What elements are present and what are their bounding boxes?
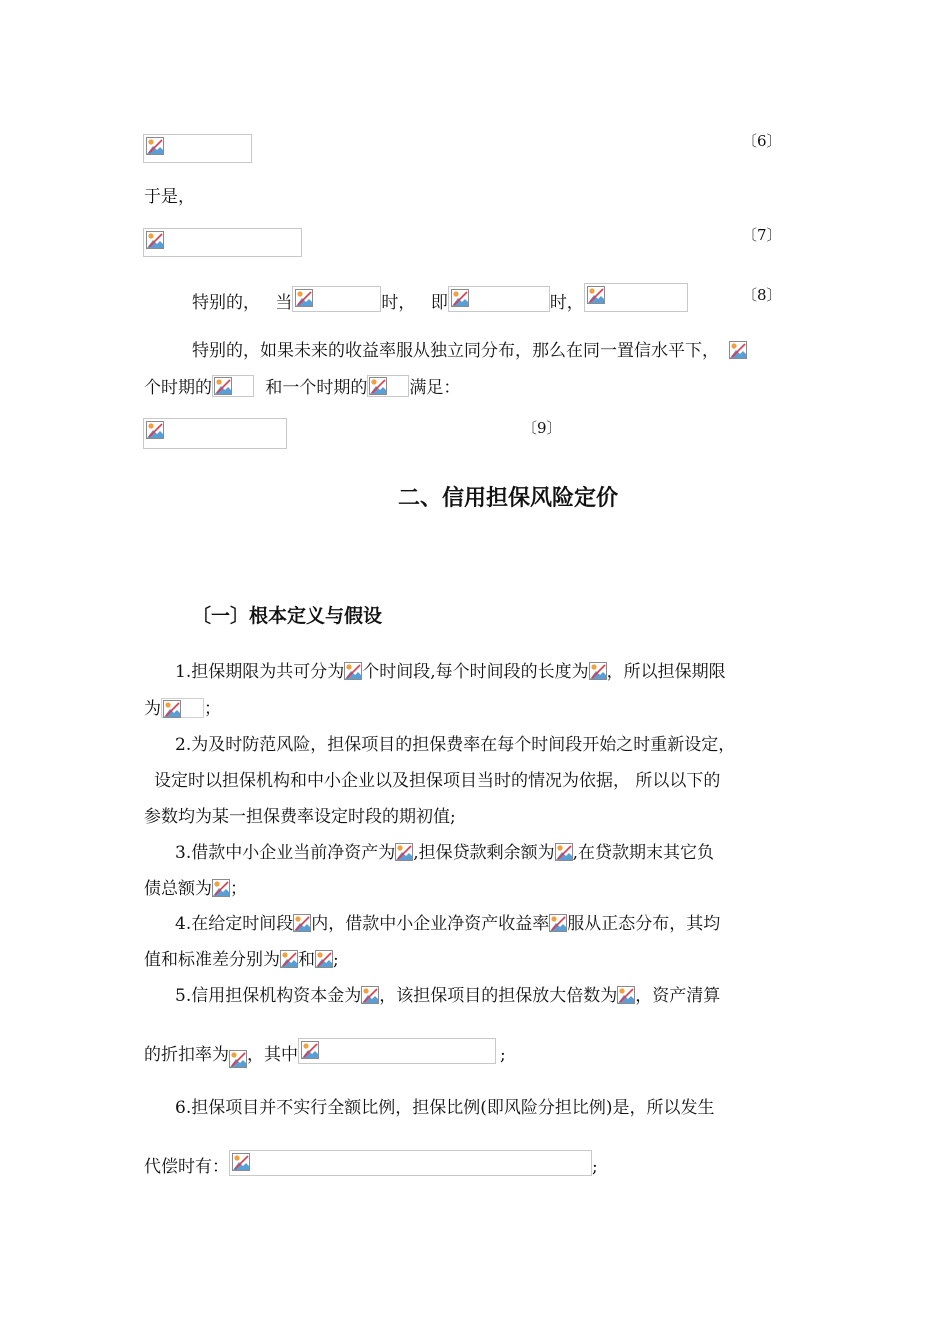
equation-number-6: 〔6〕 <box>742 132 782 150</box>
single-period-var-image <box>367 375 409 397</box>
equivalent-condition-image <box>448 286 550 312</box>
assumption-4-line2: 值和标准差分别为 和 ; <box>144 950 339 970</box>
assumption-6-line2: 代偿时有： ; <box>144 1150 598 1178</box>
iid-paragraph-line1: 特别的，如果未来的收益率服从独立同分布，那么在同一置信水平下， <box>192 340 747 362</box>
therefore-text: 于是， <box>144 187 195 207</box>
broken-image-icon <box>361 986 379 1004</box>
equation-7-image <box>143 228 302 257</box>
assumption-2-line1: 2.为及时防范风险，担保项目的担保费率在每个时间段开始之时重新设定， <box>175 735 736 755</box>
broken-image-icon <box>295 289 313 307</box>
equation-6-image <box>143 134 252 163</box>
assumption-3-line1: 3.借款中小企业当前净资产为 ,担保贷款剩余额为 ,在贷款期末其它负 <box>175 843 715 863</box>
broken-image-icon <box>163 700 181 718</box>
broken-image-icon <box>395 843 413 861</box>
broken-image-icon <box>587 286 605 304</box>
broken-image-icon <box>589 662 607 680</box>
assumption-5-line1: 5.信用担保机构资本金为 ，该担保项目的担保放大倍数为 ，资产清算 <box>175 986 721 1006</box>
broken-image-icon <box>280 950 298 968</box>
broken-image-icon <box>232 1153 250 1171</box>
broken-image-icon <box>369 377 387 395</box>
equation-8-image <box>584 283 688 312</box>
assumption-2-line2: 设定时以担保机构和中小企业以及担保项目当时的情况为依据， 所以以下的 <box>154 771 721 791</box>
equation-9-image <box>143 418 287 449</box>
assumption-2-line3: 参数均为某一担保费率设定时段的期初值; <box>144 807 456 827</box>
iid-paragraph-line2: 个时期的 和一个时期的 满足： <box>144 375 460 399</box>
broken-image-icon <box>451 289 469 307</box>
subsection-title: 〔一〕根本定义与假设 <box>192 605 383 627</box>
broken-image-icon <box>301 1041 319 1059</box>
assumption-5-line2: 的折扣率为 ，其中 ; <box>144 1038 506 1068</box>
assumption-1-line2: 为 ； <box>144 699 221 719</box>
assumption-1-line1: 1.担保期限为共可分为 个时间段,每个时间段的长度为 ，所以担保期限 <box>175 662 726 682</box>
broken-image-icon <box>212 879 230 897</box>
broken-image-icon <box>146 231 164 249</box>
broken-image-icon <box>293 914 311 932</box>
broken-image-icon <box>617 986 635 1004</box>
broken-image-icon <box>214 377 232 395</box>
special-case-line: 特别的， 当 时， 即 时， <box>192 283 688 314</box>
assumption-4-line1: 4.在给定时间段 内，借款中小企业净资产收益率 服从正态分布，其均 <box>175 914 721 934</box>
equation-number-7: 〔7〕 <box>742 226 782 244</box>
broken-image-icon <box>344 662 362 680</box>
broken-image-icon <box>549 914 567 932</box>
equation-number-9: 〔9〕 <box>522 419 562 437</box>
liquidation-formula-image <box>298 1038 496 1064</box>
assumption-6-line1: 6.担保项目并不实行全额比例，担保比例(即风险分担比例)是，所以发生 <box>175 1098 715 1118</box>
broken-image-icon <box>315 950 333 968</box>
guarantee-period-image <box>161 698 204 718</box>
condition-image <box>292 286 381 312</box>
equation-number-8: 〔8〕 <box>742 286 782 304</box>
compensation-formula-image <box>229 1150 592 1176</box>
broken-image-icon <box>229 1050 247 1068</box>
broken-image-icon <box>729 341 747 359</box>
broken-image-icon <box>146 421 164 439</box>
assumption-3-line2: 债总额为 ； <box>144 879 247 899</box>
section-title: 二、信用担保风险定价 <box>397 486 618 511</box>
broken-image-icon <box>146 137 164 155</box>
multi-period-var-image <box>212 375 254 397</box>
broken-image-icon <box>555 843 573 861</box>
